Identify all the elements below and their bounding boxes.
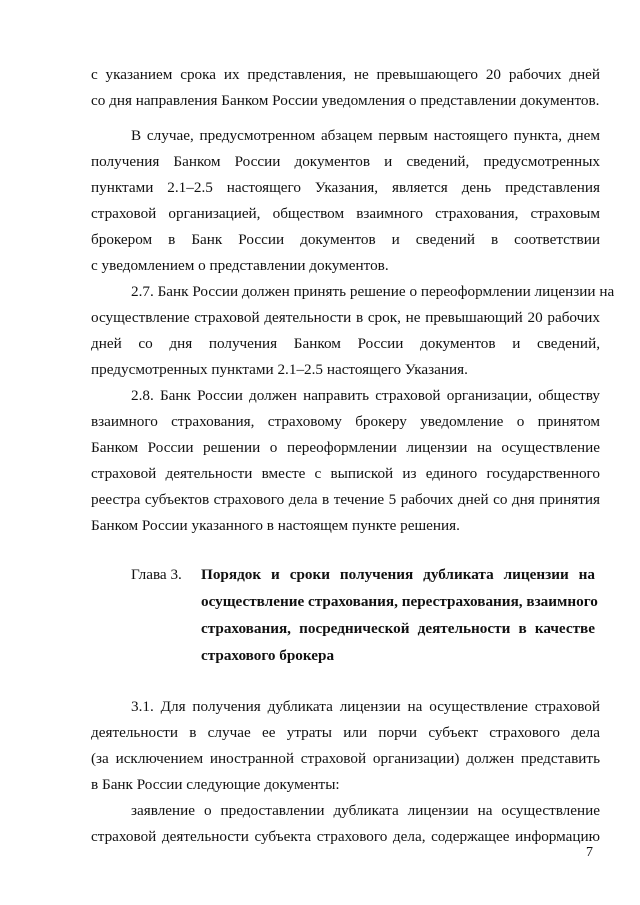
text-line: в Банк России следующие документы: — [91, 776, 340, 793]
chapter-label: Глава 3. — [131, 566, 182, 583]
text-line: брокером в Банк России документов и сведений в соответствии — [91, 231, 600, 248]
text-line: (за исключением иностранной страховой организации) должен представить — [91, 750, 600, 767]
chapter-title-line: страхования, посреднической деятельности в качестве — [201, 620, 595, 637]
text-line: дней со дня получения Банком России документов и сведений, — [91, 335, 600, 352]
text-line: предусмотренных пунктами 2.1–2.5 настоящего Указания. — [91, 361, 468, 378]
text-line: Банком России решении о переоформлении лицензии на осуществление — [91, 439, 600, 456]
text-line: с указанием срока их представления, не превышающего 20 рабочих дней — [91, 66, 600, 83]
text-line: взаимного страхования, страховому брокеру уведомление о принятом — [91, 413, 600, 430]
text-line: В случае, предусмотренном абзацем первым настоящего пункта, днем — [131, 127, 600, 144]
text-line: страховой деятельности субъекта страхового дела, содержащее информацию — [91, 828, 600, 845]
text-line: 3.1. Для получения дубликата лицензии на осуществление страховой — [131, 698, 600, 715]
text-line: реестра субъектов страхового дела в течение 5 рабочих дней со дня принятия — [91, 491, 600, 508]
chapter-title-line: Порядок и сроки получения дубликата лицензии на — [201, 566, 595, 583]
text-line: деятельности в случае ее утраты или порчи субъект страхового дела — [91, 724, 600, 741]
text-line: получения Банком России документов и сведений, предусмотренных — [91, 153, 600, 170]
text-line: осуществление страховой деятельности в срок, не превышающий 20 рабочих — [91, 309, 600, 326]
chapter-title-line: страхового брокера — [201, 647, 335, 664]
page-number: 7 — [586, 845, 593, 860]
text-line: заявление о предоставлении дубликата лицензии на осуществление — [131, 802, 600, 819]
text-line: страховой организацией, обществом взаимного страхования, страховым — [91, 205, 600, 222]
text-line: 2.8. Банк России должен направить страховой организации, обществу — [131, 387, 600, 404]
text-line: с уведомлением о представлении документов. — [91, 257, 389, 274]
text-line: 2.7. Банк России должен принять решение о переоформлении лицензии на — [131, 283, 615, 300]
text-line: страховой деятельности вместе с выпиской из единого государственного — [91, 465, 600, 482]
text-line: Банком России указанного в настоящем пункте решения. — [91, 517, 460, 534]
chapter-title-line: осуществление страхования, перестрахования, взаимного — [201, 593, 598, 610]
text-line: со дня направления Банком России уведомления о представлении документов. — [91, 92, 600, 109]
text-line: пунктами 2.1–2.5 настоящего Указания, является день представления — [91, 179, 600, 196]
